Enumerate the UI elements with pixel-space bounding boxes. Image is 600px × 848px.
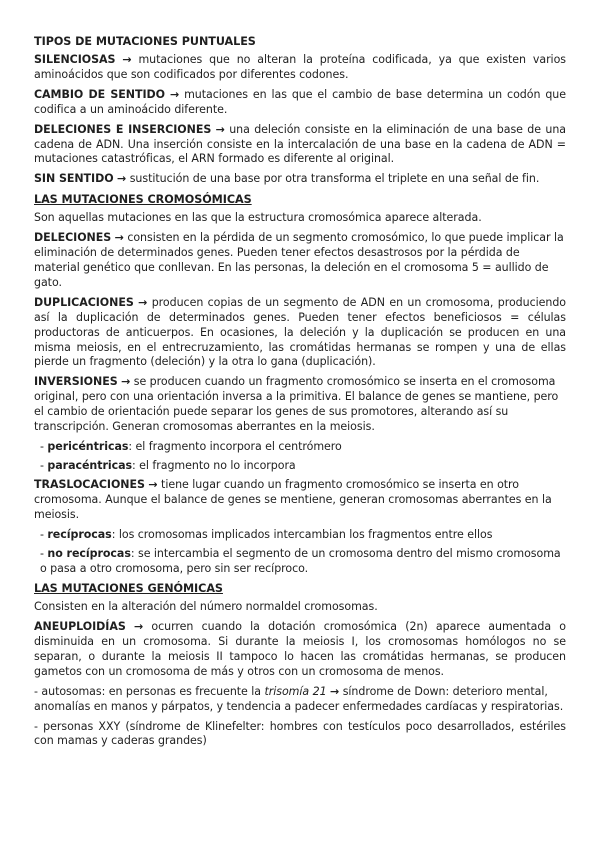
paragraph-silenciosas bbox=[34, 53, 566, 83]
term-deleciones-inserciones: DELECIONES E INSERCIONES bbox=[34, 122, 212, 136]
arrow-icon: → bbox=[122, 53, 132, 66]
paragraph-traslocaciones bbox=[34, 478, 566, 523]
text-reciprocas: : los cromosomas implicados intercambian los fragmentos entre ellos bbox=[111, 528, 493, 542]
arrow-icon: → bbox=[121, 375, 131, 389]
paragraph-intro-cromosomicas: Son aquellas mutaciones en las que la estructura cromosómica aparece alterada. bbox=[34, 211, 482, 225]
paragraph-aneuploidias bbox=[34, 620, 566, 680]
list-item-reciprocas bbox=[40, 528, 566, 543]
paragraph-duplicaciones bbox=[34, 296, 566, 371]
text-aneuploidias: ocurren cuando la dotación cromosómica (2n) aparece aumentada o disminuida en un cromosoma. Si durante la meiosis I, los cromosomas homólogos no se separan, o durante la meiosis II tampoco lo hacen las cromátidas hermanas, se producen gametos con un cromosoma de más y otros con un cromosoma de menos. bbox=[34, 620, 566, 678]
term-deleciones: DELECIONES bbox=[34, 231, 112, 245]
paragraph-intro-genomicas: Consisten en la alteración del número normaldel cromosomas. bbox=[34, 600, 378, 614]
list-dash: - bbox=[40, 528, 48, 542]
paragraph-personas-xxy: - personas XXY (síndrome de Klinefelter: hombres con testículos poco desarrollados, estériles con mamas y caderas grandes) bbox=[34, 719, 566, 748]
list-dash: - bbox=[40, 458, 48, 472]
term-pericentricas: pericéntricas bbox=[47, 439, 129, 453]
term-trisomia: trisomía 21 bbox=[264, 684, 327, 698]
text-pericentricas: : el fragmento incorpora el centrómero bbox=[128, 439, 342, 453]
arrow-icon: → bbox=[133, 620, 144, 634]
text-silenciosas: mutaciones que no alteran la proteína codificada, ya que existen varios aminoácidos que son codificados por diferentes codones. bbox=[34, 53, 566, 81]
text-paracentricas: : el fragmento no lo incorpora bbox=[132, 458, 296, 472]
term-traslocaciones: TRASLOCACIONES bbox=[34, 477, 145, 491]
text-deleciones-inserciones: una deleción consiste en la eliminación de una base de una cadena de ADN. Una inserción consiste en la intercalación de una base en la cadena de ADN = mutaciones catastróficas, el ARN formado es diferente al original. bbox=[34, 122, 566, 166]
paragraph-deleciones-inserciones bbox=[34, 123, 566, 168]
heading-puntuales: TIPOS DE MUTACIONES PUNTUALES bbox=[34, 35, 256, 48]
paragraph-sin-sentido bbox=[34, 172, 566, 187]
term-cambio-sentido: CAMBIO DE SENTIDO bbox=[34, 87, 166, 101]
term-paracentricas: paracéntricas bbox=[47, 458, 133, 472]
term-no-reciprocas: no recíprocas bbox=[47, 547, 131, 561]
text-autosomas-before: - autosomas: en personas es frecuente la bbox=[34, 684, 265, 698]
term-reciprocas: recíprocas bbox=[47, 528, 112, 542]
text-autosomas-after: síndrome de Down: deterioro mental, anomalías en manos y párpatos, y tendencia a padecer enfermedades cardíacas y respiratorias. bbox=[34, 684, 564, 713]
text-sin-sentido: sustitución de una base por otra transforma el triplete en una señal de fin. bbox=[126, 172, 540, 186]
arrow-icon: → bbox=[215, 122, 225, 136]
list-dash: - bbox=[40, 439, 48, 453]
list-item-paracentricas bbox=[40, 459, 566, 474]
arrow-icon: → bbox=[138, 295, 148, 309]
paragraph-inversiones bbox=[34, 375, 566, 435]
text-no-reciprocas: : se intercambia el segmento de un cromosoma dentro del mismo cromosoma o pasa a otro cromosoma, pero sin ser recíproco. bbox=[40, 547, 561, 576]
arrow-icon: → bbox=[330, 684, 340, 698]
arrow-icon: → bbox=[169, 87, 180, 101]
text-duplicaciones: producen copias de un segmento de ADN en un cromosoma, produciendo así la duplicación de determinados genes. Pueden tener efectos beneficiosos = células productoras de anticuerpos. En ocasiones, la deleción y la duplicación se producen en una misma meiosis, en el entrecruzamiento, las cromátidas hermanas se rompen y una de ellas pierde un fragmento (deleción) y la otra lo gana (duplicación). bbox=[34, 295, 566, 369]
text-traslocaciones: tiene lugar cuando un fragmento cromosómico se inserta en otro cromosoma. Aunque el balance de genes se mentiene, generan cromosomas aberrantes en la meiosis. bbox=[34, 477, 552, 521]
arrow-icon: → bbox=[114, 231, 124, 245]
heading-genomicas: LAS MUTACIONES GENÓMICAS bbox=[34, 582, 223, 596]
list-dash: - bbox=[40, 547, 48, 561]
arrow-icon: → bbox=[117, 172, 127, 186]
term-duplicaciones: DUPLICACIONES bbox=[34, 295, 134, 309]
arrow-icon: → bbox=[148, 477, 158, 491]
text-cambio-sentido: mutaciones en las que el cambio de base determina un codón que codifica a un aminoácido diferente. bbox=[34, 87, 566, 116]
term-sin-sentido: SIN SENTIDO bbox=[34, 172, 114, 186]
term-aneuploidias: ANEUPLOIDÍAS bbox=[34, 620, 126, 634]
list-item-pericentricas bbox=[40, 440, 566, 455]
paragraph-deleciones bbox=[34, 231, 566, 291]
list-item-no-reciprocas bbox=[40, 547, 566, 577]
paragraph-autosomas bbox=[34, 685, 566, 715]
term-inversiones: INVERSIONES bbox=[34, 375, 118, 389]
paragraph-cambio-sentido bbox=[34, 88, 566, 118]
term-silenciosas: SILENCIOSAS bbox=[34, 53, 116, 66]
heading-cromosomicas: LAS MUTACIONES CROMOSÓMICAS bbox=[34, 193, 252, 207]
text-deleciones: consisten en la pérdida de un segmento cromosómico, lo que puede implicar la eliminación de determinados genes. Pueden tener efectos desastrosos por la pérdida de material genético que conllevan. En las personas, la deleción en el cromosoma 5 = aullido de gato. bbox=[34, 231, 564, 289]
text-inversiones: se producen cuando un fragmento cromosómico se inserta en el cromosoma original, pero con una orientación inversa a la primitiva. El balance de genes se mantiene, pero el cambio de orientación puede separar los genes de sus promotores, alterando así su transcripción. Generan cromosomas aberrantes en la meiosis. bbox=[34, 375, 559, 434]
